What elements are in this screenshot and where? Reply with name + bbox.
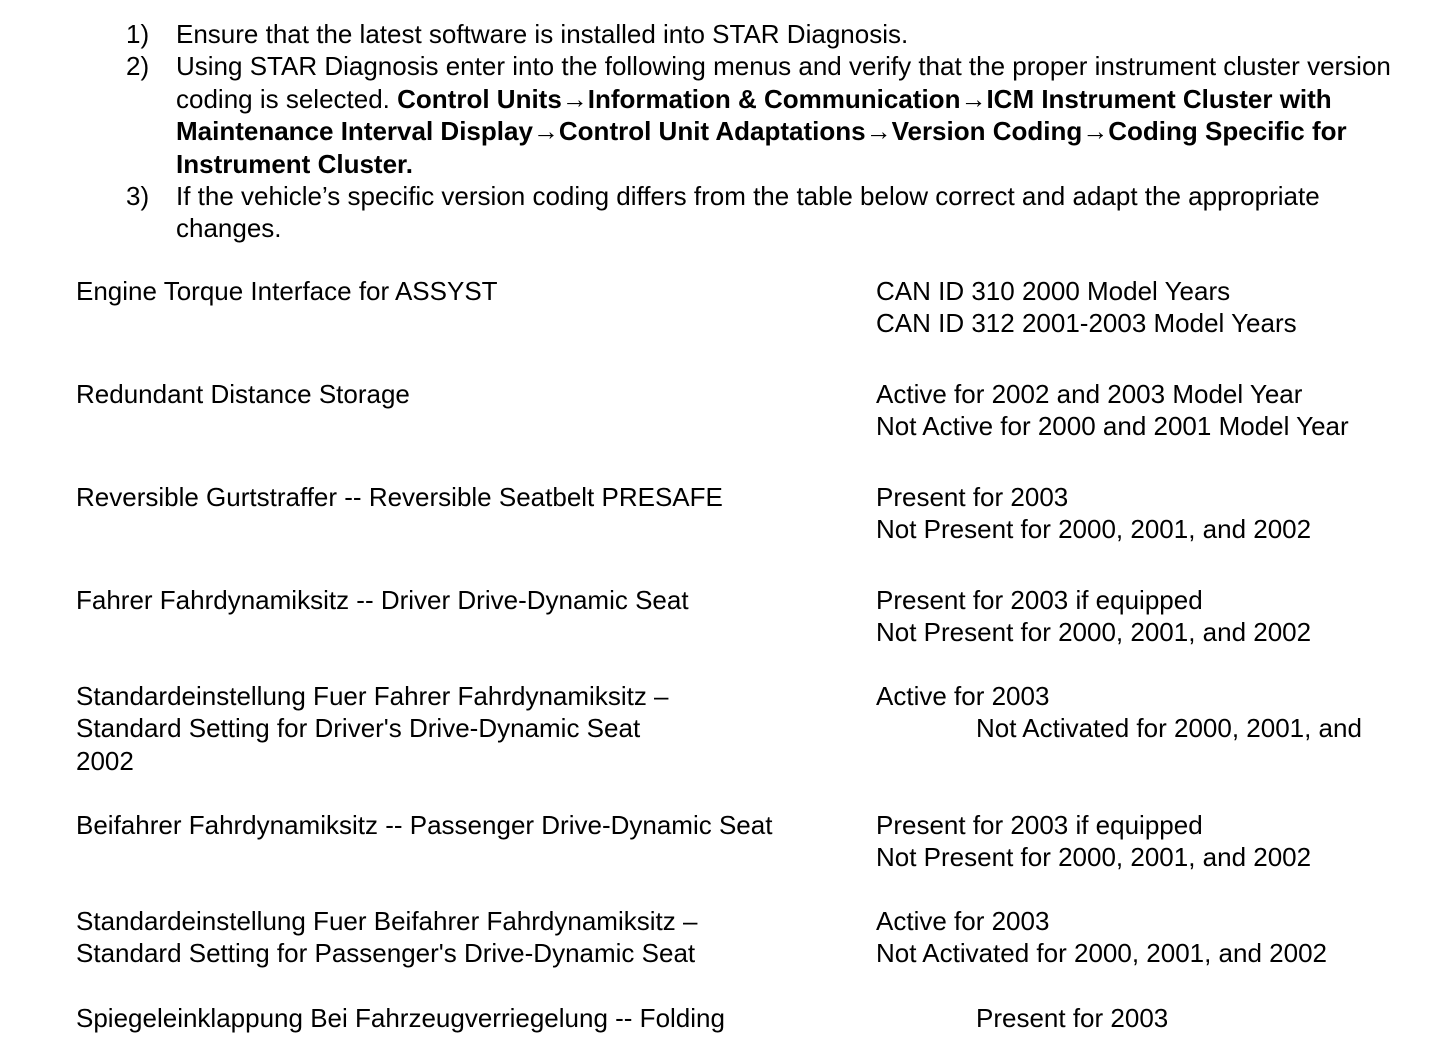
row-label: Beifahrer Fahrdynamiksitz -- Passenger Drive-Dynamic Seat xyxy=(76,810,773,840)
step-1 xyxy=(0,18,1456,50)
row-label: Spiegeleinklappung Bei Fahrzeugverriegelung -- Folding xyxy=(76,1003,725,1033)
row-label: Redundant Distance Storage xyxy=(76,379,410,409)
step-body xyxy=(176,50,1426,180)
row-label: Fahrer Fahrdynamiksitz -- Driver Drive-Dynamic Seat xyxy=(76,585,689,615)
row-value: Present for 2003 if equipped Not Present for 2000, 2001, and 2002 xyxy=(876,585,1312,648)
step-text: Using STAR Diagnosis enter into the following menus and verify that the proper instrument cluster version coding is selected. xyxy=(176,51,1391,114)
row-value: Present for 2003 if equipped Not Present for 2000, 2001, and 2002 xyxy=(876,810,1312,873)
step-text: Ensure that the latest software is installed into STAR Diagnosis. xyxy=(176,19,909,49)
step-2 xyxy=(0,50,1456,180)
instruction-list xyxy=(0,18,1456,245)
row-value: Active for 2002 and 2003 Model Year Not Active for 2000 and 2001 Model Year xyxy=(876,379,1349,442)
menu-path: Control Units→Information & Communication→ICM Instrument Cluster with Maintenance Interval Display→Control Unit Adaptations→Version Coding→Coding Specific for Instrument Cluster. xyxy=(176,83,1347,179)
step-number: 3) xyxy=(126,181,150,212)
row-value: Present for 2003 xyxy=(976,1003,1169,1033)
row-value: Active for 2003 Not Activated for 2000, 2001, and 2002 xyxy=(876,906,1328,969)
step-number: 2) xyxy=(126,51,150,82)
step-3 xyxy=(0,180,1456,245)
row-label: Standardeinstellung Fuer Fahrer Fahrdynamiksitz – Standard Setting for Driver's Drive-Dynamic Seat 2002 xyxy=(76,681,669,776)
step-number: 1) xyxy=(126,19,150,49)
row-label: Standardeinstellung Fuer Beifahrer Fahrdynamiksitz – Standard Setting for Passenger's Drive-Dynamic Seat xyxy=(76,906,698,969)
row-value: Present for 2003 Not Present for 2000, 2001, and 2002 xyxy=(876,482,1312,545)
step-text: If the vehicle’s specific version coding differs from the table below correct and adapt the appropriate changes. xyxy=(176,181,1320,244)
row-label: Engine Torque Interface for ASSYST xyxy=(76,276,498,306)
row-value: Active for 2003 Not Activated for 2000, 2001, and xyxy=(876,681,1362,744)
row-value: CAN ID 310 2000 Model Years CAN ID 312 2001-2003 Model Years xyxy=(876,276,1297,339)
row-label: Reversible Gurtstraffer -- Reversible Seatbelt PRESAFE xyxy=(76,482,723,512)
